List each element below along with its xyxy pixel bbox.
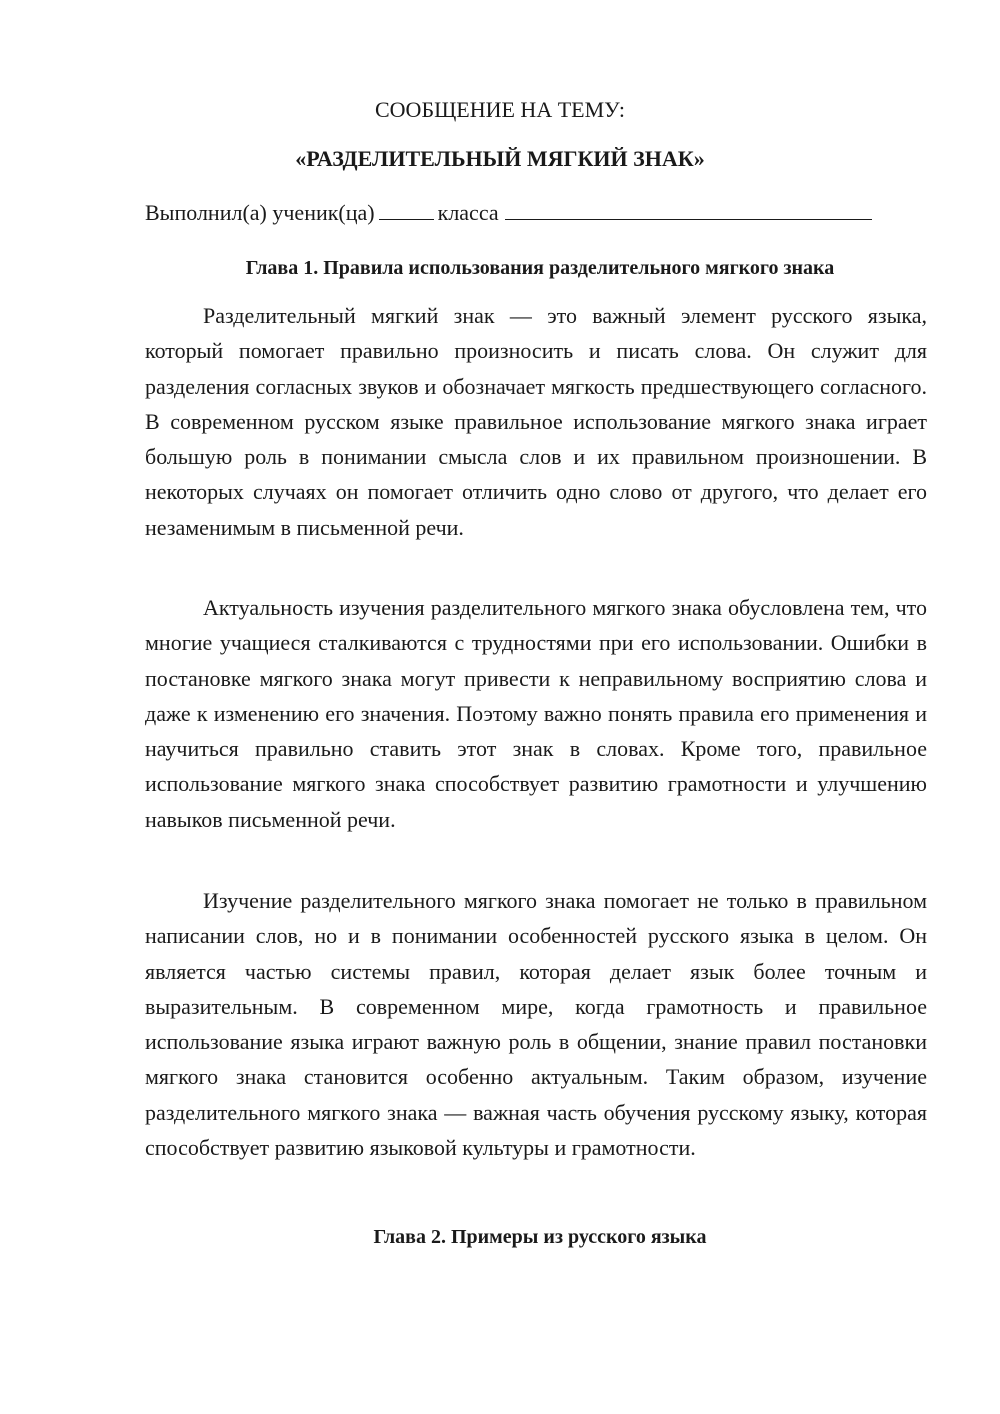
- author-class-label: класса: [437, 200, 499, 225]
- report-title-line-1: СООБЩЕНИЕ НА ТЕМУ:: [375, 97, 625, 122]
- author-prefix: Выполнил(а) ученик(ца): [145, 200, 375, 225]
- paragraph-2: Актуальность изучения разделительного мягкого знака обусловлена тем, что многие учащиеся сталкиваются с трудностями при его использовании. Ошибки в постановке мягкого знака могут привести к неправильному восприятию слова и даже к изменению его значения. Поэтому важно понять правила его применения и научиться правильно ставить этот знак в словах. Кроме того, правильное использование мягкого знака способствует развитию грамотности и улучшению навыков письменной речи.: [145, 595, 927, 832]
- author-line: [145, 198, 935, 228]
- class-blank: [505, 198, 872, 220]
- paragraph-3: Изучение разделительного мягкого знака помогает не только в правильном написании слов, но и в понимании особенностей русского языка в целом. Он является частью системы правил, которая делает язык более точным и выразительным. В современном мире, когда грамотность и правильное использование языка играют важную роль в общении, знание правил постановки мягкого знака становится особенно актуальным. Таким образом, изучение разделительного мягкого знака — важная часть обучения русскому языку, которая способствует развитию языковой культуры и грамотности.: [145, 888, 927, 1161]
- report-title-line-2: «РАЗДЕЛИТЕЛЬНЫЙ МЯГКИЙ ЗНАК»: [295, 146, 705, 171]
- grade-blank: [379, 198, 434, 220]
- chapter-1-heading: Глава 1. Правила использования разделительного мягкого знака: [245, 257, 835, 279]
- chapter-2-heading: Глава 2. Примеры из русского языка: [373, 1226, 707, 1248]
- paragraph-1: Разделительный мягкий знак — это важный элемент русского языка, который помогает правильно произносить и писать слова. Он служит для разделения согласных звуков и обозначает мягкость предшествующего согласного. В современном русском языке правильное использование мягкого знака играет большую роль в понимании смысла слов и их правильном произношении. В некоторых случаях он помогает отличить одно слово от другого, что делает его незаменимым в письменной речи.: [145, 303, 927, 540]
